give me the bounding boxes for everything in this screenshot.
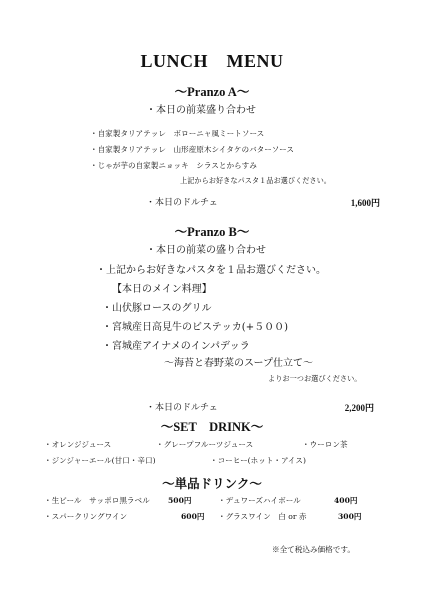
pranzo-b-main-option-3: ・宮城産アイナメのインパデッラ — [102, 341, 250, 352]
pranzo-b-dolce: ・本日のドルチェ — [146, 403, 218, 413]
set-drink-grapefruit-juice: ・グレープフルーツジュース — [156, 440, 254, 449]
set-drink-heading: ～SET DRINK～ — [160, 420, 264, 434]
pranzo-b-heading: ～Pranzo B～ — [174, 225, 250, 239]
pranzo-b-main-label: 【本日のメイン料理】 — [112, 284, 212, 295]
single-drink-highball: ・デュワーズハイボール — [218, 496, 301, 505]
pranzo-a-pasta-option-2: ・自家製タリアテッレ 山形産原木シイタケのバターソース — [90, 145, 294, 154]
set-drink-coffee: ・コーヒー(ホット・アイス) — [210, 456, 306, 465]
pranzo-b-main-option-2: ・宮城産日高見牛のビステッカ(+５００) — [102, 322, 288, 333]
pranzo-a-pasta-option-3: ・じゃが芋の自家製ニョッキ シラスとからすみ — [90, 161, 257, 170]
pranzo-b-antipasto: ・本日の前菜の盛り合わせ — [146, 245, 266, 256]
pranzo-a-heading: ～Pranzo A～ — [174, 85, 250, 99]
single-drink-glass-wine: ・グラスワイン 白 or 赤 — [218, 512, 307, 521]
single-drink-sparkling-wine: ・スパークリングワイン — [44, 512, 128, 521]
single-drink-draft-beer: ・生ビール サッポロ黒ラベル — [44, 496, 150, 505]
pranzo-a-price: 1,600円 — [350, 198, 380, 208]
footer-tax-note: ※全て税込み価格です。 — [272, 545, 355, 554]
single-drink-highball-price: 400円 — [334, 496, 358, 505]
pranzo-a-pasta-note: 上記からお好きなパスタ１品お選びください。 — [180, 176, 331, 185]
pranzo-b-main-sub: ～海苔と春野菜のスープ仕立て～ — [164, 358, 313, 369]
set-drink-orange-juice: ・オレンジジュース — [44, 440, 112, 449]
pranzo-b-price: 2,200円 — [344, 403, 374, 413]
pranzo-a-dolce: ・本日のドルチェ — [146, 198, 218, 208]
pranzo-a-antipasto: ・本日の前菜盛り合わせ — [146, 105, 256, 116]
set-drink-oolong-tea: ・ウーロン茶 — [302, 440, 348, 449]
pranzo-b-main-option-1: ・山伏豚ロースのグリル — [102, 303, 212, 314]
page-title: LUNCH MENU — [140, 51, 284, 71]
single-drink-glass-wine-price: 300円 — [338, 512, 362, 521]
single-drink-sparkling-wine-price: 600円 — [181, 512, 205, 521]
pranzo-b-main-note: よりお一つお選びください。 — [268, 374, 362, 383]
set-drink-ginger-ale: ・ジンジャーエール(甘口・辛口) — [44, 456, 156, 465]
single-drink-heading: ～単品ドリンク～ — [162, 477, 262, 491]
pranzo-a-pasta-option-1: ・自家製タリアテッレ ボローニャ風ミートソース — [90, 129, 265, 138]
single-drink-draft-beer-price: 500円 — [168, 496, 192, 505]
pranzo-b-pasta-line: ・上記からお好きなパスタを１品お選びください。 — [96, 265, 326, 276]
